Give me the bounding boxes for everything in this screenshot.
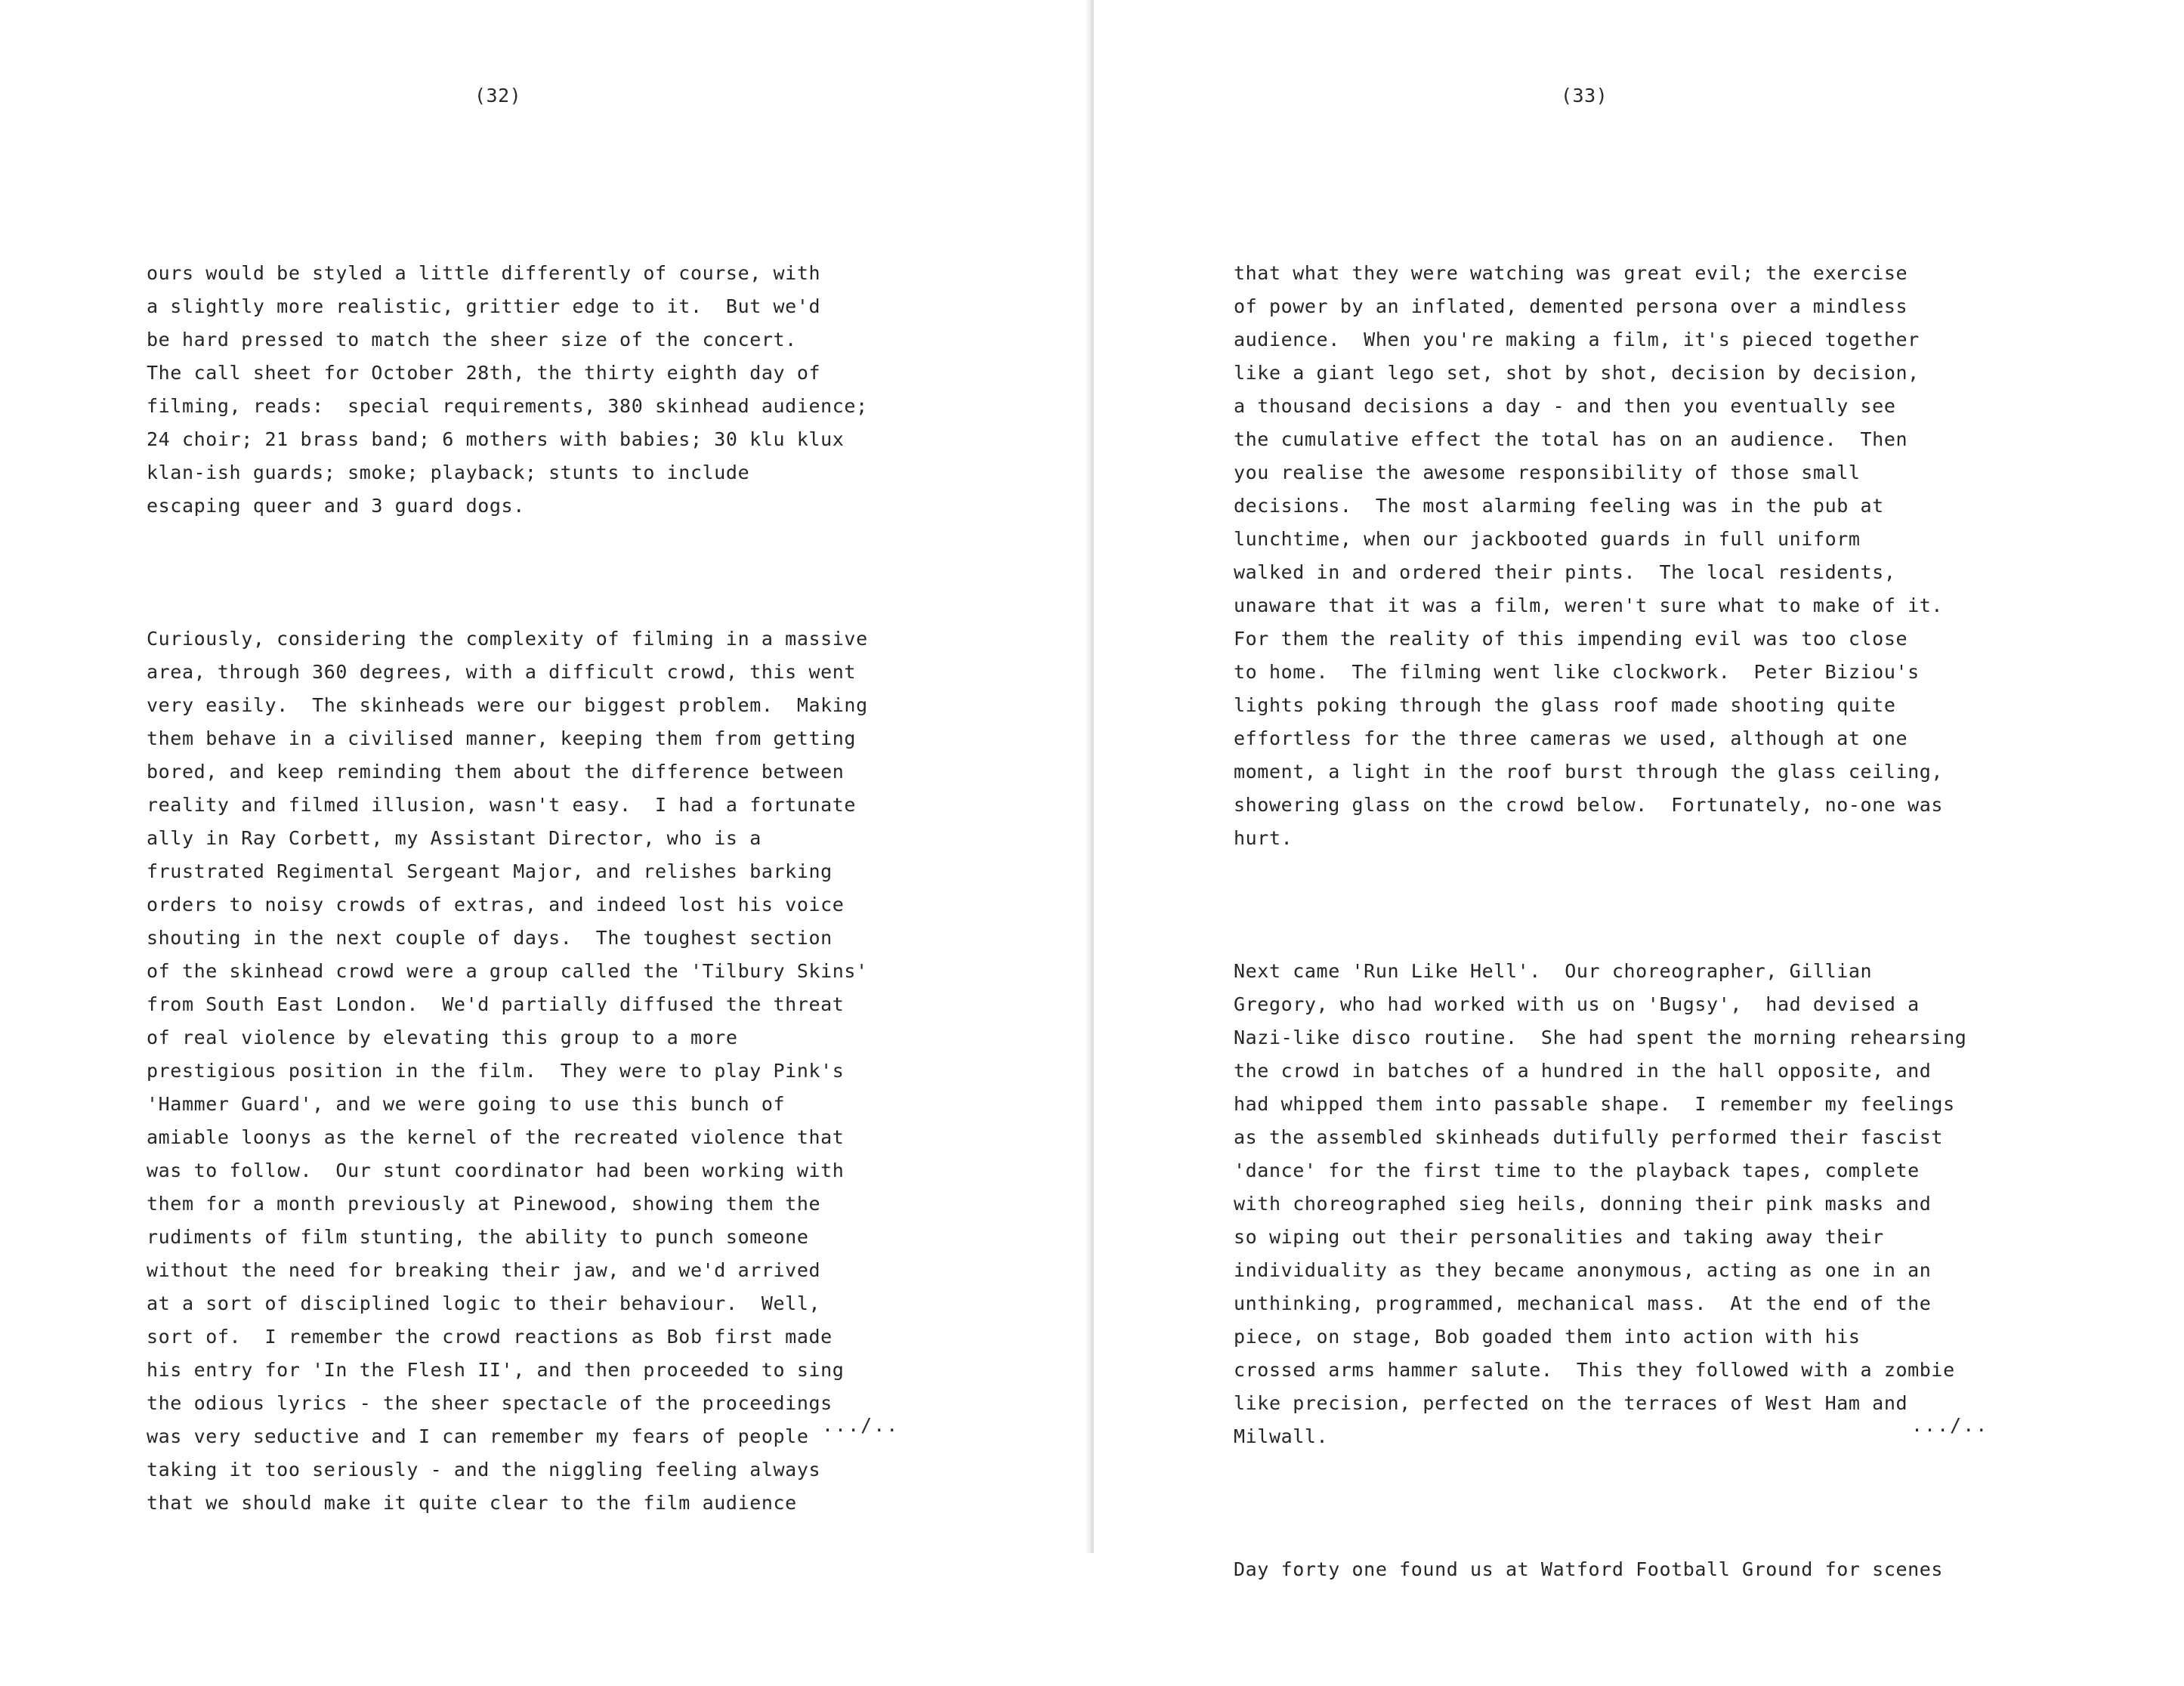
left-page — [0, 0, 1088, 1553]
left-page-body — [147, 190, 868, 1620]
page-number-right: (33) — [1561, 85, 1608, 107]
paragraph: Next came 'Run Like Hell'. Our choreographer, Gillian Gregory, who had worked with us on 'Bugsy', had devised a Nazi-like disco routine. She had spent the morning rehearsing the crowd in batches of a hundred in the hall opposite, and had whipped them into passable shape. I remember my feelings as the assembled skinheads dutifully performed their fascist 'dance' for the first time to the playback tapes, complete with choreographed sieg heils, donning their pink masks and so wiping out their personalities and taking away their individuality as they became anonymous, acting as one in an unthinking, programmed, mechanical mass. At the end of the piece, on stage, Bob goaded them into action with his crossed arms hammer salute. This they followed with a zombie like precision, perfected on the terraces of West Ham and Milwall. — [1234, 960, 1967, 1447]
paragraph: ours would be styled a little differently of course, with a slightly more realistic, grittier edge to it. But we'd be hard pressed to match the sheer size of the concert. The call sheet for October 28th, the thirty eighth day of filming, reads: special requirements, 380 skinhead audience; 24 choir; 21 brass band; 6 mothers with babies; 30 klu klux klan-ish guards; smoke; playback; stunts to include escaping queer and 3 guard dogs. — [147, 262, 868, 517]
right-page-body — [1234, 190, 1966, 1686]
continued-mark-left: .../.. — [822, 1414, 900, 1436]
paragraph: that what they were watching was great evil; the exercise of power by an inflated, demented persona over a mindless audience. When you're making a film, it's pieced together like a giant lego set, shot by shot, decision by decision, a thousand decisions a day - and then you eventually see the cumulative effect the total has on an audience. Then you realise the awesome responsibility of those small decisions. The most alarming feeling was in the pub at lunchtime, when our jackbooted guards in full uniform walked in and ordered their pints. The local residents, unaware that it was a film, weren't sure what to make of it. For them the reality of this impending evil was too close to home. The filming went like clockwork. Peter Biziou's lights poking through the glass roof made shooting quite effortless for the three cameras we used, although at one moment, a light in the roof burst through the glass ceiling, showering glass on the crowd below. Fortunately, no-one was hurt. — [1234, 262, 1944, 849]
paragraph: Day forty one found us at Watford Football Ground for scenes — [1234, 1558, 1944, 1580]
right-page — [1094, 0, 2184, 1580]
paragraph: Curiously, considering the complexity of filming in a massive area, through 360 degrees, with a difficult crowd, this went very easily. The skinheads were our biggest problem. Making them behave in a civilised manner, keeping them from getting bored, and keep reminding them about the difference between reality and filmed illusion, wasn't easy. I had a fortunate ally in Ray Corbett, my Assistant Director, who is a frustrated Regimental Sergeant Major, and relishes barking orders to noisy crowds of extras, and indeed lost his voice shouting in the next couple of days. The toughest section of the skinhead crowd were a group called the 'Tilbury Skins' from South East London. We'd partially diffused the threat of real violence by elevating this group to a more prestigious position in the film. They were to play Pink's 'Hammer Guard', and we were going to use this bunch of amiable loonys as the kernel of the recreated violence that was to follow. Our stunt coordinator had been working with them for a month previously at Pinewood, showing them the rudiments of film stunting, the ability to punch someone without the need for breaking their jaw, and we'd arrived at a sort of disciplined logic to their behaviour. Well, sort of. I remember the crowd reactions as Bob first made his entry for 'In the Flesh II', and then proceeded to sing the odious lyrics - the sheer spectacle of the proceedings was very seductive and I can remember my fears of people taking it too seriously - and the niggling feeling always that we should make it quite clear to the film audience — [147, 628, 868, 1514]
continued-mark-right: .../.. — [1911, 1414, 1989, 1436]
page-number-left: (32) — [474, 85, 522, 107]
